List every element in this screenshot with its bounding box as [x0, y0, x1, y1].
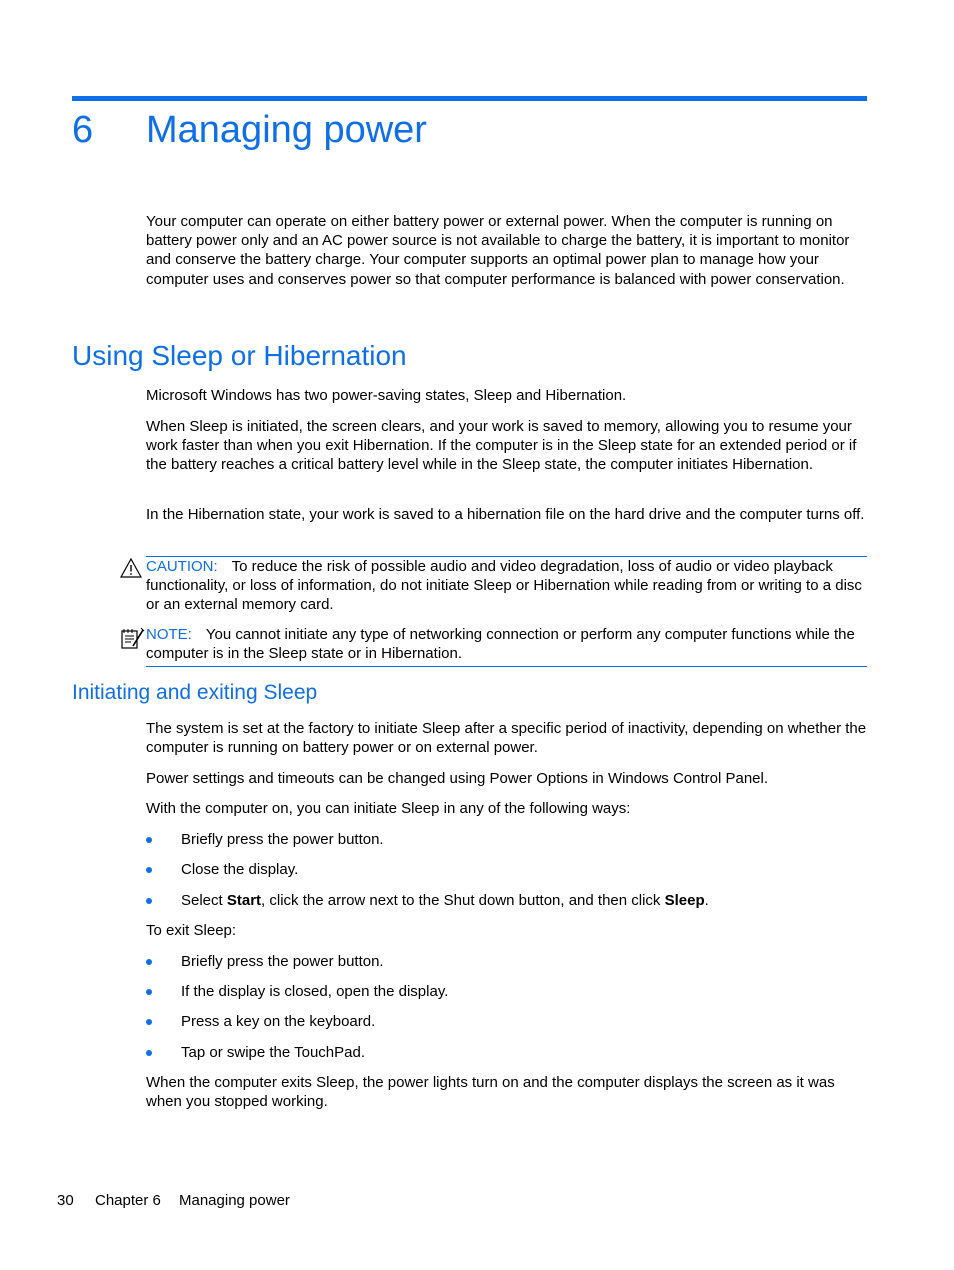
chapter-rule	[72, 96, 867, 101]
bullet-icon	[146, 959, 152, 965]
start-term: Start	[226, 892, 262, 909]
chapter-title: Managing power	[146, 109, 427, 151]
bullet-icon	[146, 898, 152, 904]
note-text: You cannot initiate any type of networking connection or perform any computer functions while the computer is in the Sleep state or in Hibernation.	[146, 626, 855, 663]
chapter-number: 6	[72, 109, 94, 151]
section-paragraph-2: When Sleep is initiated, the screen clears, and your work is saved to memory, allowing you to resume your work faster than when you exit Hibernation. If the computer is in the Sleep state for an extended period or if the battery reaches a critical battery level while in the Sleep state, the computer initiates Hibernation.	[146, 418, 857, 474]
bullet-icon	[146, 837, 152, 843]
subsection-paragraph-1: The system is set at the factory to initiate Sleep after a specific period of inactivity, depending on whether the computer is running on battery power or on external power.	[146, 720, 867, 757]
caution-notice	[146, 556, 867, 615]
footer-chapter: Chapter 6	[95, 1192, 161, 1209]
intro-paragraph: Your computer can operate on either battery power or external power. When the computer is running on battery power only and an AC power source is not available to charge the battery, it is important to monitor and conserve the battery charge. Your computer supports an optimal power plan to manage how your computer uses and conserves power so that computer performance is balanced with power conservation.	[146, 213, 850, 288]
exit-intro: To exit Sleep:	[146, 922, 237, 939]
section-paragraph-1: Microsoft Windows has two power-saving states, Sleep and Hibernation.	[146, 387, 627, 404]
final-paragraph: When the computer exits Sleep, the power lights turn on and the computer displays the screen as it was when you stopped working.	[146, 1074, 835, 1111]
bullet-icon	[146, 1050, 152, 1056]
note-notice	[146, 625, 867, 667]
caution-label: CAUTION:	[146, 558, 218, 575]
section-paragraph-3: In the Hibernation state, your work is saved to a hibernation file on the hard drive and the computer turns off.	[146, 506, 865, 523]
note-label: NOTE:	[146, 626, 192, 643]
bullet-icon	[146, 989, 152, 995]
warning-triangle-icon	[120, 558, 142, 583]
footer-title: Managing power	[179, 1192, 290, 1209]
subsection-heading: Initiating and exiting Sleep	[72, 681, 318, 704]
caution-text: To reduce the risk of possible audio and video degradation, loss of audio or video playback functionality, or loss of information, do not initiate Sleep or Hibernation while reading from or writing to a disc or an external memory card.	[146, 558, 862, 614]
page-number: 30	[57, 1192, 74, 1209]
subsection-paragraph-2: Power settings and timeouts can be changed using Power Options in Windows Control Panel.	[146, 770, 769, 787]
sleep-term: Sleep	[664, 892, 705, 909]
section-heading: Using Sleep or Hibernation	[72, 340, 407, 371]
bullet-icon	[146, 867, 152, 873]
note-pad-icon	[120, 627, 146, 656]
bullet-icon	[146, 1019, 152, 1025]
subsection-paragraph-3: With the computer on, you can initiate Sleep in any of the following ways:	[146, 800, 631, 817]
